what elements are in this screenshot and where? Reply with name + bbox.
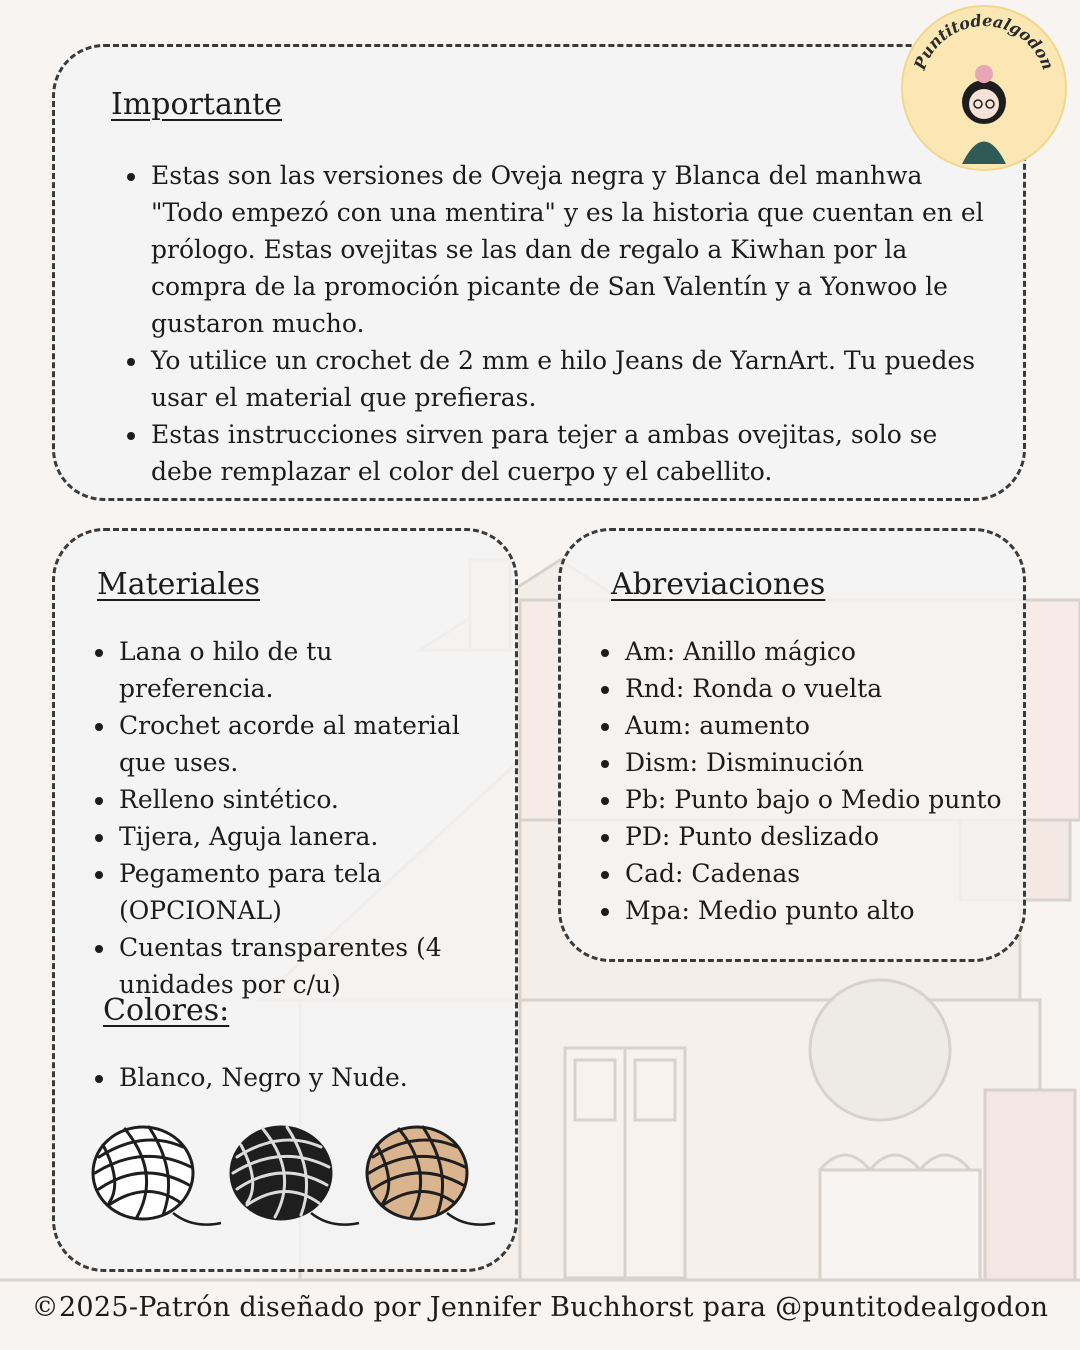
importante-heading: Importante <box>111 87 282 122</box>
abreviaciones-heading: Abreviaciones <box>611 567 826 602</box>
list-item: Lana o hilo de tu preferencia. <box>93 633 493 707</box>
logo-text: Puntitodealgodon <box>910 10 1058 73</box>
list-item: Am: Anillo mágico <box>599 633 1019 670</box>
yarn-ball-icon <box>231 1127 359 1225</box>
list-item: Cad: Cadenas <box>599 855 1019 892</box>
list-item: Tijera, Aguja lanera. <box>93 818 493 855</box>
list-item: Rnd: Ronda o vuelta <box>599 670 1019 707</box>
colores-list <box>93 1059 493 1096</box>
materiales-list <box>93 633 493 1003</box>
list-item: Pegamento para tela (OPCIONAL) <box>93 855 493 929</box>
yarn-ball-icon <box>93 1127 221 1225</box>
footer-credit: ©2025-Patrón diseñado por Jennifer Buchhorst para @puntitodealgodon <box>31 1292 1049 1323</box>
list-item: Estas son las versiones de Oveja negra y Blanca del manhwa "Todo empezó con una mentira" y es la historia que cuentan en el prólogo. Estas ovejitas se las dan de regalo a Kiwhan por la compra de la promoción picante de San Valentín y a Yonwoo le gustaron mucho. <box>125 157 985 342</box>
list-item: Relleno sintético. <box>93 781 493 818</box>
yarn-ball-icon <box>367 1127 495 1225</box>
list-item: Mpa: Medio punto alto <box>599 892 1019 929</box>
list-item: PD: Punto deslizado <box>599 818 1019 855</box>
list-item: Pb: Punto bajo o Medio punto <box>599 781 1019 818</box>
list-item: Estas instrucciones sirven para tejer a ambas ovejitas, solo se debe remplazar el color del cuerpo y el cabellito. <box>125 416 985 490</box>
list-item: Blanco, Negro y Nude. <box>93 1059 493 1096</box>
materiales-card <box>52 528 518 1272</box>
importante-list <box>125 157 985 490</box>
list-item: Crochet acorde al material que uses. <box>93 707 493 781</box>
abreviaciones-list <box>599 633 1019 929</box>
materiales-heading: Materiales <box>97 567 260 602</box>
list-item: Yo utilice un crochet de 2 mm e hilo Jeans de YarnArt. Tu puedes usar el material que prefieras. <box>125 342 985 416</box>
abreviaciones-card <box>558 528 1026 962</box>
list-item: Cuentas transparentes (4 unidades por c/u) <box>93 929 493 1003</box>
list-item: Dism: Disminución <box>599 744 1019 781</box>
brand-logo <box>900 4 1068 172</box>
yarn-balls <box>83 1117 503 1237</box>
list-item: Aum: aumento <box>599 707 1019 744</box>
importante-card <box>52 44 1026 501</box>
colores-heading: Colores: <box>103 993 230 1028</box>
